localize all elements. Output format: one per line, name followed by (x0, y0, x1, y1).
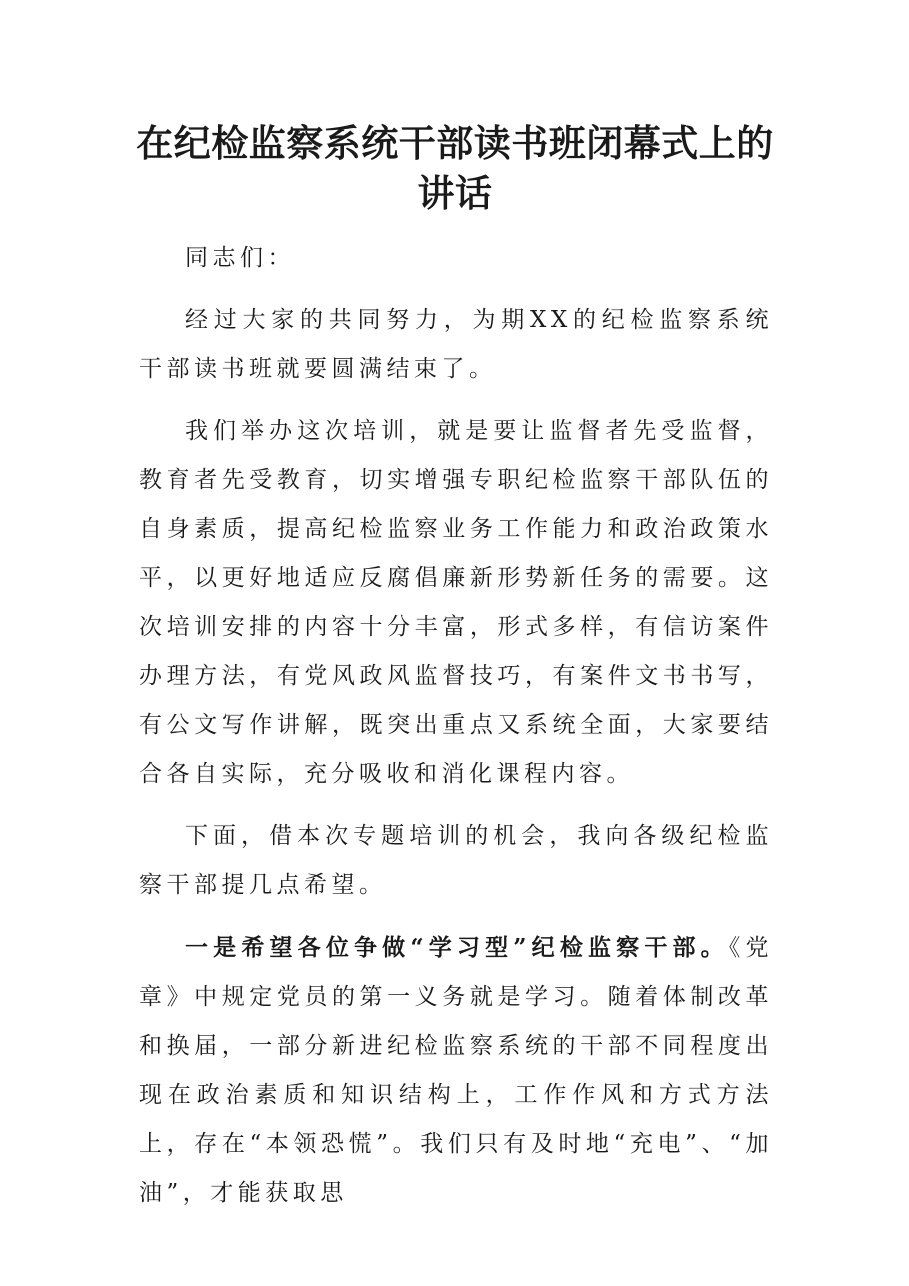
paragraph (139, 407, 773, 799)
paragraph (139, 812, 773, 910)
salutation: 同志们： (185, 245, 295, 271)
paragraph-text: 我们举办这次培训，就是要让监督者先受监督，教育者先受教育，切实增强专职纪检监察干部队伍的自身素质，提高纪检监察业务工作能力和政治政策水平，以更好地适应反腐倡廉新形势新任务的需要。这次培训安排的内容十分丰富，形式多样，有信访案件办理方法，有党风政风监督技巧，有案件文书书写，有公文写作讲解，既突出重点又系统全面，大家要结合各自实际，充分吸收和消化课程内容。 (139, 418, 773, 787)
paragraph-lead-heading: 一是希望各位争做“学习型”纪检监察干部。 (185, 934, 729, 961)
paragraph (139, 296, 773, 394)
document-title: 在纪检监察系统干部读书班闭幕式上的讲话 (136, 121, 774, 215)
paragraph-text: 经过大家的共同努力，为期XX的纪检监察系统干部读书班就要圆满结束了。 (139, 307, 773, 382)
paragraph (139, 923, 773, 1218)
paragraph-text: 《党章》中规定党员的第一义务就是学习。随着体制改革和换届，一部分新进纪检监察系统的干部不同程度出现在政治素质和知识结构上，工作作风和方式方法上，存在“本领恐慌”。我们只有及时地“充电”、“加油”，才能获取思 (139, 935, 773, 1206)
paragraph-text: 下面，借本次专题培训的机会，我向各级纪检监察干部提几点希望。 (139, 823, 773, 898)
document-body (139, 234, 773, 1231)
